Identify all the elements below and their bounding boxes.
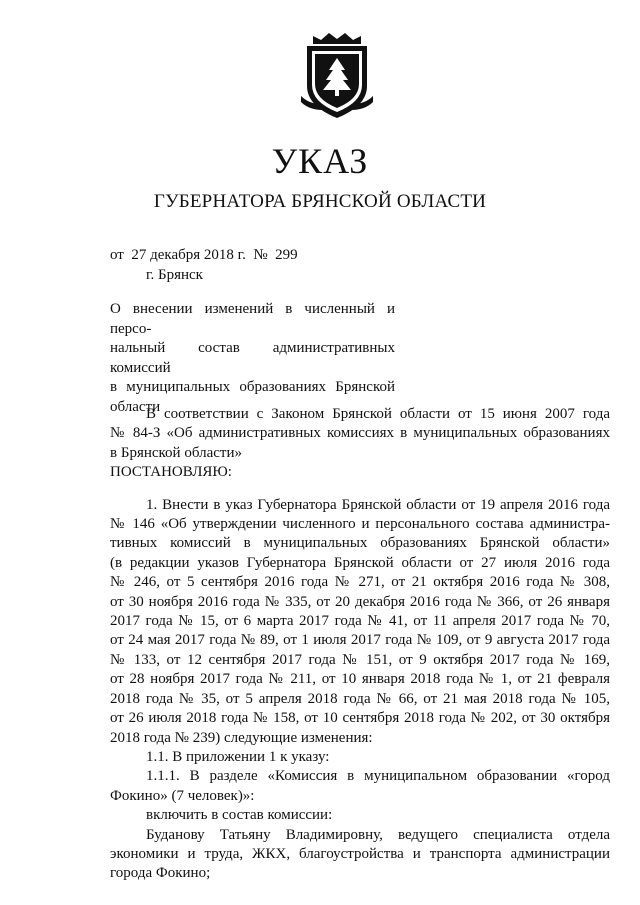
member-line: Буданову Татьяну Владимировну, ведущего специалиста отдела (146, 826, 610, 843)
document-city: г. Брянск (146, 267, 203, 283)
item-1-line: 2017 года № 15, от 6 марта 2017 года № 41, от 11 апреля 2017 года № 70, (110, 613, 610, 630)
subject-line: в муниципальных образованиях Брянской (110, 379, 395, 395)
document-dateline: от 27 декабря 2018 г. № 299 (110, 247, 298, 263)
include-paragraph: включить в состав комиссии: (146, 807, 333, 824)
item-1-line: от 28 ноября 2017 года № 211, от 10 января 2018 года № 1, от 21 февраля (110, 671, 610, 688)
member-line: города Фокино; (110, 865, 211, 882)
document-title: УКАЗ (271, 141, 369, 181)
item-1-line: 1. Внести в указ Губернатора Брянской области от 19 апреля 2016 года (146, 496, 610, 513)
item-1-line: (в редакции указов Губернатора Брянской области от 27 июля 2016 года (110, 554, 610, 571)
item-1-1-1-line: Фокино» (7 человек)»: (110, 787, 255, 804)
resolve-heading: ПОСТАНОВЛЯЮ: (110, 464, 232, 481)
document-body (110, 405, 610, 884)
item-1-paragraph (110, 496, 610, 748)
document-subject (110, 300, 395, 417)
item-1-line: 2018 года № 239) следующие изменения: (110, 729, 373, 746)
preamble-line: в Брянской области» (110, 444, 242, 461)
member-line: экономики и труда, ЖКХ, благоустройства и транспорта администрации (110, 845, 610, 862)
subject-line: области (110, 398, 161, 415)
item-1-1-paragraph: 1.1. В приложении 1 к указу: (146, 748, 330, 765)
item-1-1-1-paragraph (110, 767, 610, 806)
preamble-paragraph (110, 405, 610, 463)
item-1-line: от 30 ноября 2016 года № 335, от 20 декабря 2016 года № 366, от 26 января (110, 593, 610, 610)
item-1-line: тивных комиссий в муниципальных образованиях Брянской области» (110, 535, 610, 552)
subject-line: О внесении изменений в численный и персо- (110, 301, 395, 337)
item-1-line: № 133, от 12 сентября 2017 года № 151, от 9 октября 2017 года № 169, (110, 651, 610, 668)
subject-line: нальный состав административных комиссий (110, 340, 395, 376)
item-1-line: № 246, от 5 сентября 2016 года № 271, от 21 октября 2016 года № 308, (110, 574, 610, 591)
item-1-1-1-line: 1.1.1. В разделе «Комиссия в муниципальном образовании «город (146, 768, 610, 785)
member-paragraph (110, 826, 610, 884)
document-subtitle: ГУБЕРНАТОРА БРЯНСКОЙ ОБЛАСТИ (153, 191, 487, 212)
preamble-line: № 84-З «Об административных комиссиях в муниципальных образованиях (110, 425, 610, 442)
coat-of-arms-emblem (299, 30, 375, 122)
item-1-line: 2018 года № 35, от 5 апреля 2018 года № 66, от 21 мая 2018 года № 105, (110, 690, 610, 707)
item-1-line: № 146 «Об утверждении численного и персонального состава администра- (110, 516, 610, 533)
item-1-line: от 26 июля 2018 года № 158, от 10 сентября 2018 года № 202, от 30 октября (110, 710, 610, 727)
item-1-line: от 24 мая 2017 года № 89, от 1 июля 2017 года № 109, от 9 августа 2017 года (110, 632, 610, 649)
preamble-line: В соответствии с Законом Брянской области от 15 июня 2007 года (146, 406, 610, 422)
